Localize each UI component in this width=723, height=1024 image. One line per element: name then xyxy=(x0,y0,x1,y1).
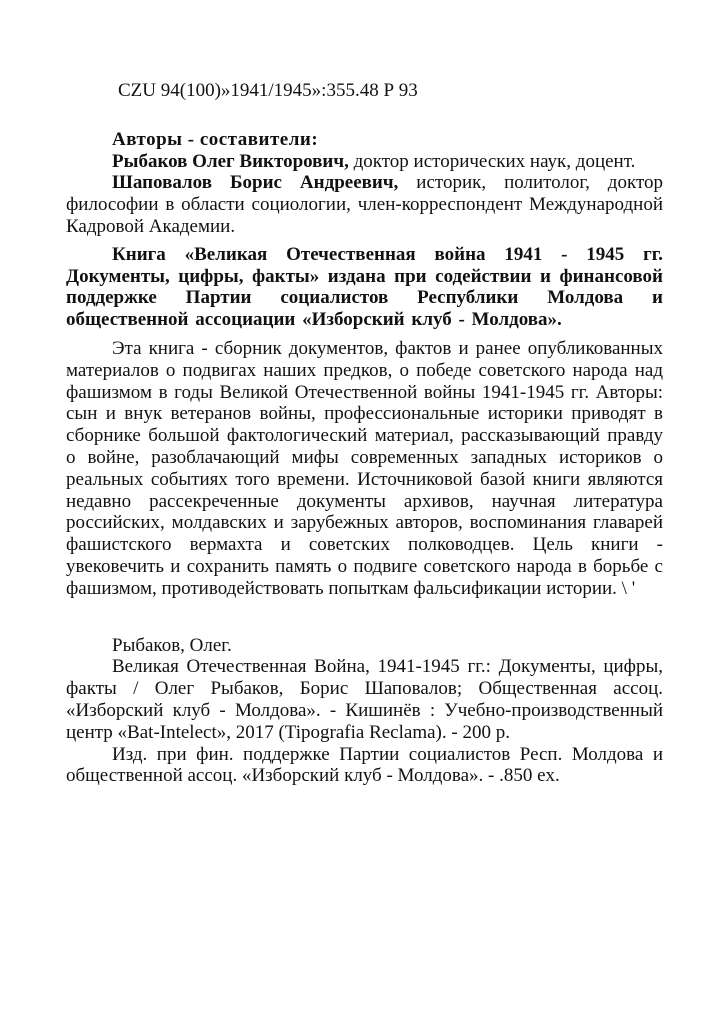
czu-classification-line: CZU 94(100)»1941/1945»:355.48 Р 93 xyxy=(118,80,418,101)
author-name: Шаповалов Борис Андреевич, xyxy=(112,172,399,194)
author-description: историк, политолог, доктор философии в области социологии, член-корреспондент Международной Кадровой Академии. xyxy=(66,172,663,237)
catalog-record xyxy=(66,635,663,788)
catalog-entry-paragraph: Великая Отечественная Война, 1941-1945 гг.: Документы, цифры, факты / Олег Рыбаков, Борис Шаповалов; Общественная ассоц. «Изборский клуб - Молдова». - Кишинёв : Учебно-производственный центр «Bat-Intelect», 2017 (Tipografia Reclama). - 200 p. xyxy=(66,656,663,743)
funding-note-paragraph: Книга «Великая Отечественная война 1941 - 1945 гг. Документы, цифры, факты» издана при содействии и финансовой поддержке Партии социалистов Республики Молдова и общественной ассоциации «Изборский клуб - Молдова». xyxy=(66,243,663,331)
author-entry xyxy=(66,151,663,173)
catalog-author-line: Рыбаков, Олег. xyxy=(112,634,232,656)
print-run-note: Изд. при фин. поддержке Партии социалистов Респ. Молдова и общественной ассоц. «Изборский клуб - Молдова». - .850 ex. xyxy=(66,743,663,787)
author-entry xyxy=(66,172,663,237)
annotation-paragraph: Эта книга - сборник документов, фактов и ранее опубликованных материалов о подвигах наших предков, о победе советского народа над фашизмом в годы Великой Отечественной войны 1941-1945 гг. Авторы: сын и внук ветеранов войны, профессиональные историки приводят в сборнике большой фактологический материал, рассказывающий правду о войне, разоблачающий мифы современных западных историков о реальных событиях того времени. Источниковой базой книги являются недавно рассекреченные документы архивов, научная литература российских, молдавских и зарубежных авторов, воспоминания главарей фашистского вермахта и советских полководцев. Цель книги - увековечить и сохранить память о подвиге советского народа в борьбе с фашизмом, противодействовать попыткам фальсификации истории. \ ' xyxy=(66,337,663,599)
author-name: Рыбаков Олег Викторович, xyxy=(112,150,349,172)
author-description: доктор исторических наук, доцент. xyxy=(348,150,636,172)
authors-heading: Авторы - составители: xyxy=(112,128,319,150)
